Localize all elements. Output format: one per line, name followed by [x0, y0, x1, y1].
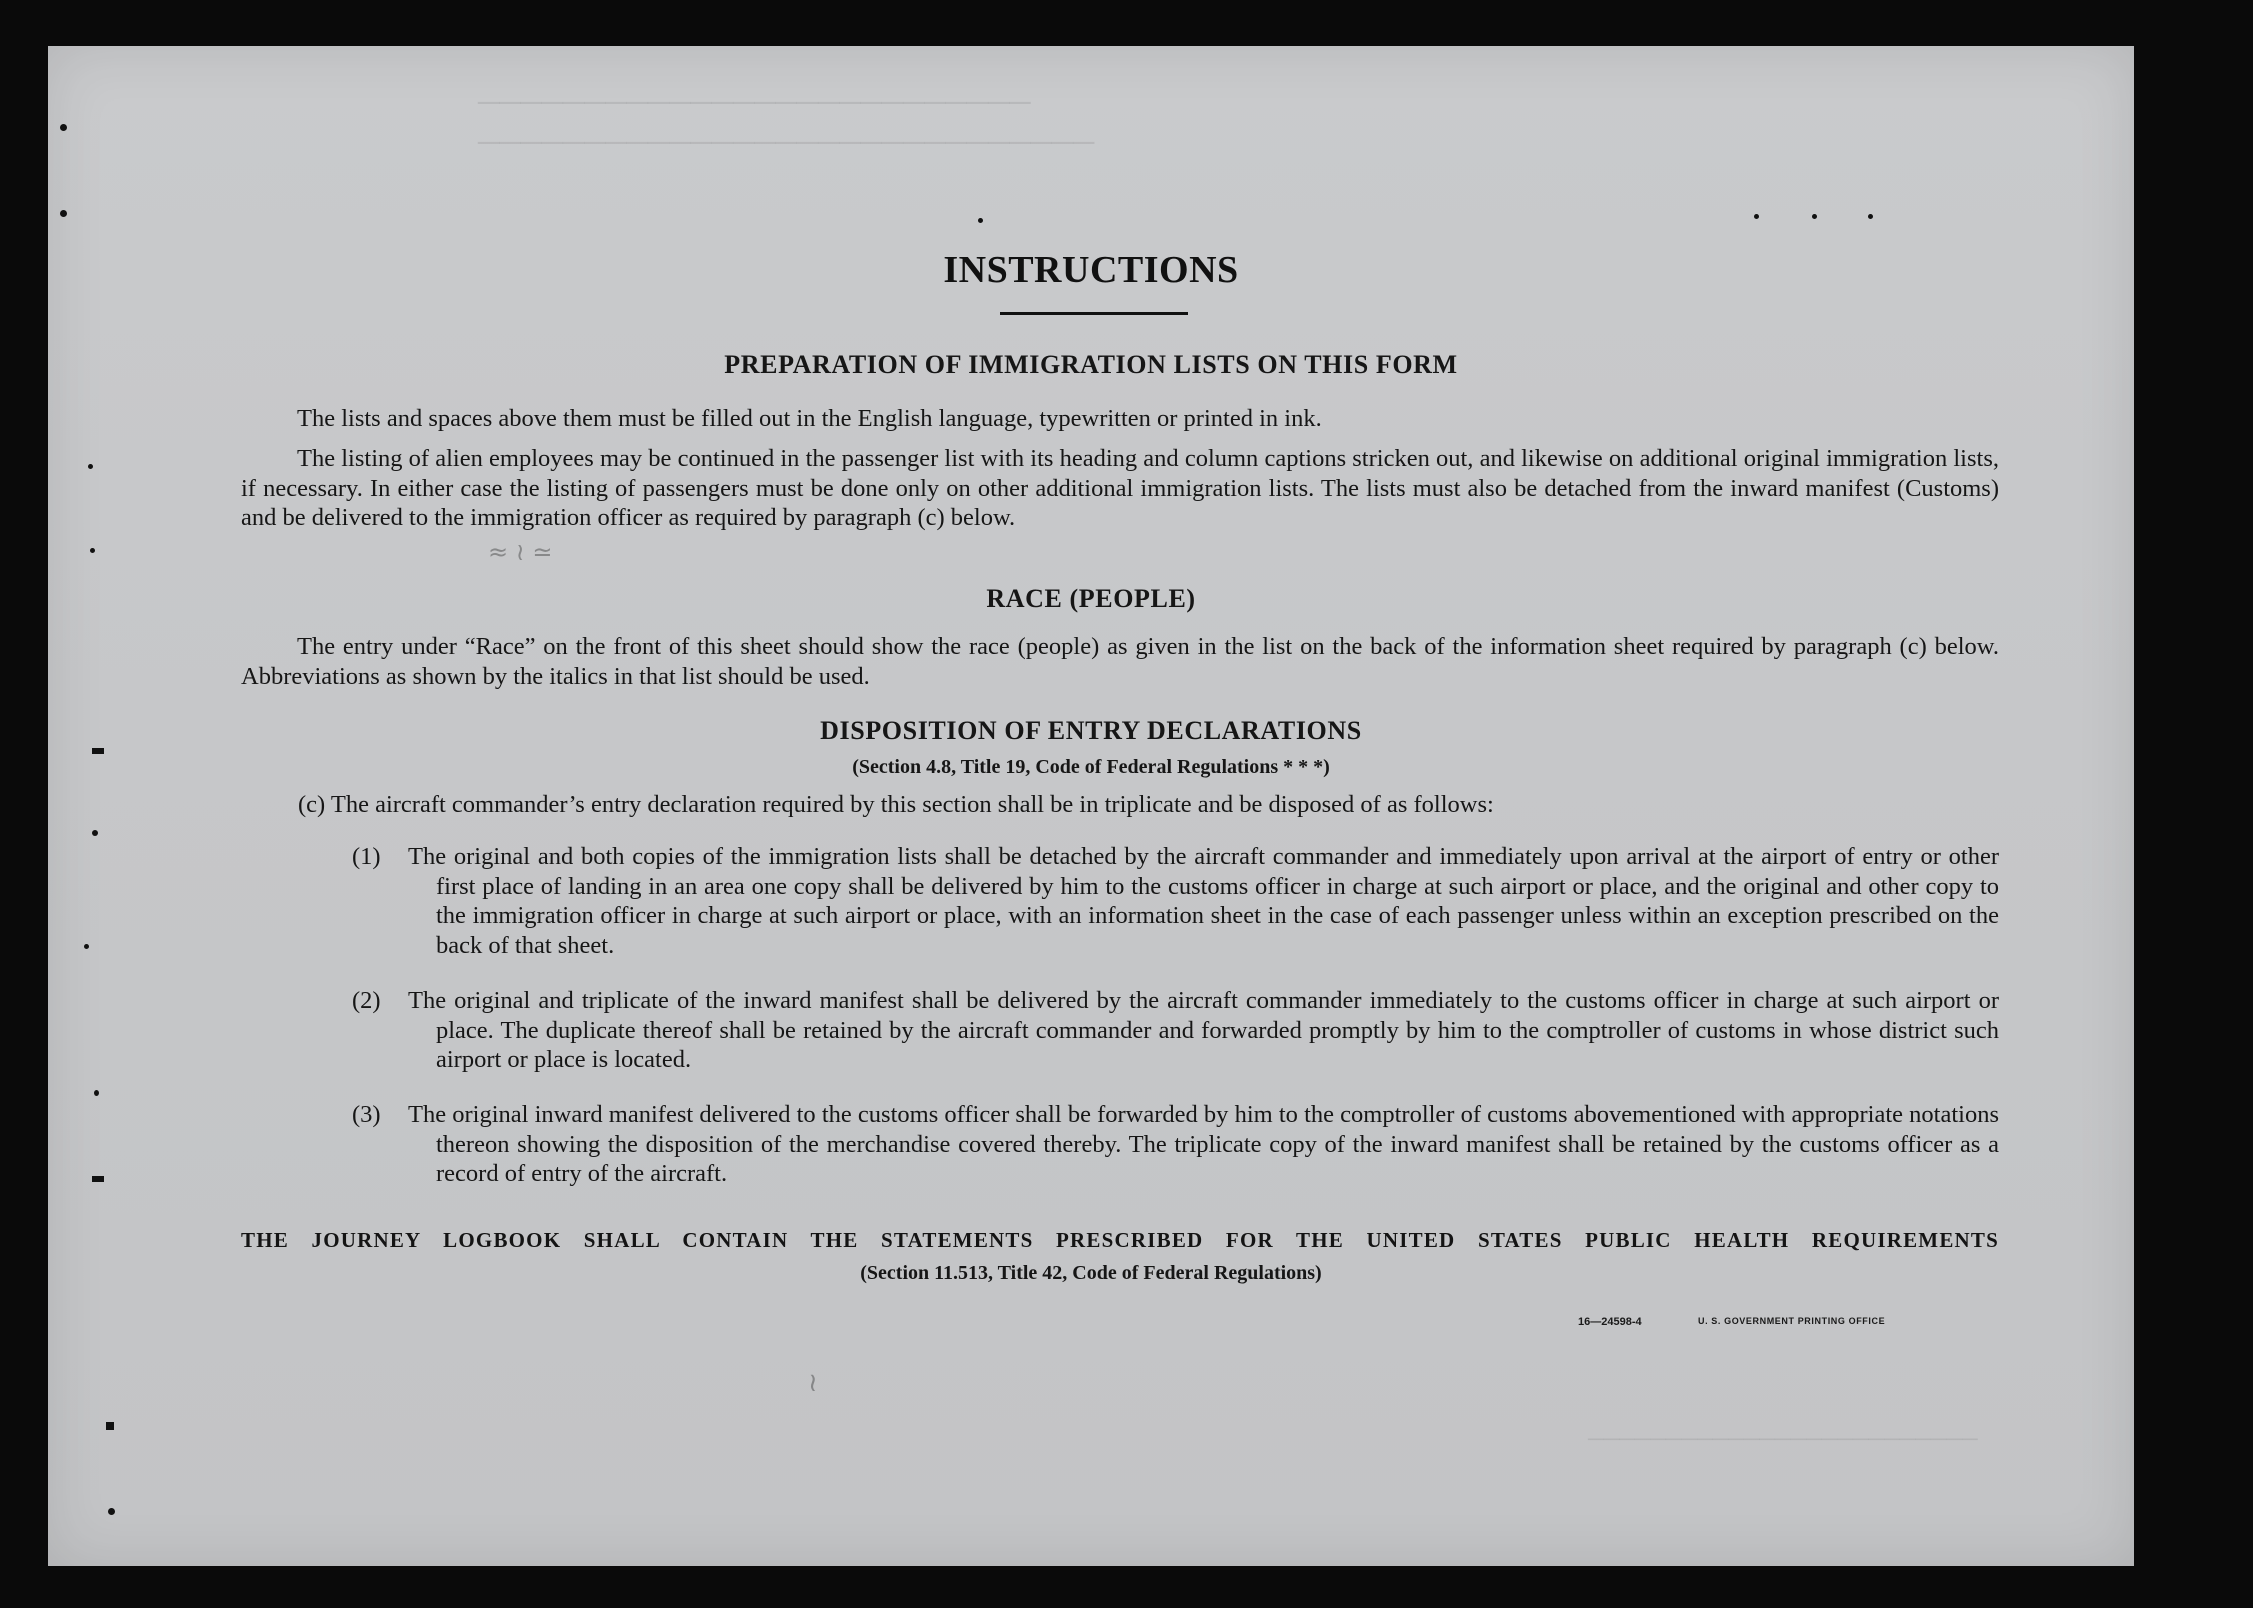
- edge-mark: [1812, 214, 1817, 219]
- paragraph-preparation-2: The listing of alien employees may be continued in the passenger list with its heading and column captions stricken out, and likewise on additional original immigration lists, if necessary. In either case the listing of passengers must be done only on other additional immigration lists. The lists must also be detached from the inward manifest (Customs) and be delivered to the immigration officer as required by paragraph (c) below.: [241, 445, 1999, 531]
- edge-mark: [1754, 214, 1759, 219]
- edge-mark: [94, 1090, 99, 1096]
- list-item-number: (2): [352, 987, 381, 1014]
- list-item-text: The original and triplicate of the inward manifest shall be delivered by the aircraft commander immediately to the customs officer in charge at such airport or place. The duplicate thereof shall be retained by the aircraft commander and forwarded promptly by him to the comptroller of customs in whose district such airport or place is located.: [408, 987, 1999, 1073]
- printer-imprint: U. S. GOVERNMENT PRINTING OFFICE: [1698, 1316, 1886, 1326]
- section-heading-disposition: DISPOSITION OF ENTRY DECLARATIONS: [820, 716, 1362, 745]
- edge-mark: [106, 1422, 114, 1430]
- list-item-number: (3): [352, 1101, 381, 1128]
- edge-mark: [84, 944, 89, 949]
- section-heading-preparation: PREPARATION OF IMMIGRATION LISTS ON THIS FORM: [724, 350, 1458, 379]
- edge-mark: [60, 210, 67, 217]
- edge-mark: [108, 1508, 115, 1515]
- edge-mark: [92, 1176, 104, 1182]
- pencil-mark: ≀: [808, 1368, 818, 1398]
- bleed-through-texture: ──────────────────────────: [478, 86, 1031, 119]
- list-item-number: (1): [352, 843, 381, 870]
- pencil-mark: ≈ ≀ ≃: [488, 538, 553, 566]
- bleed-through-texture: ─────────────────────────: [1588, 1426, 1978, 1451]
- paragraph-disposition-intro: (c) The aircraft commander’s entry declaration required by this section shall be in triplicate and be disposed of as follows:: [298, 791, 1494, 818]
- edge-mark: [60, 124, 67, 131]
- list-item: [353, 1100, 1999, 1189]
- paragraph-preparation-1: The lists and spaces above them must be filled out in the English language, typewritten or printed in ink.: [297, 405, 1322, 432]
- title-underline: [1000, 312, 1188, 315]
- edge-mark: [90, 548, 95, 553]
- list-item: [353, 842, 1999, 960]
- list-item-text: The original and both copies of the immigration lists shall be detached by the aircraft commander and immediately upon arrival at the airport of entry or other first place of landing in an area one copy shall be delivered by him to the customs officer in charge at such airport or place, and the original and other copy to the immigration officer in charge at such airport or place, with an information sheet in the case of each passenger unless within an exception prescribed on the back of that sheet.: [408, 843, 1999, 959]
- list-item: [353, 986, 1999, 1075]
- edge-mark: [1868, 214, 1873, 219]
- edge-mark: [92, 748, 104, 754]
- bleed-through-texture: ─────────────────────────────: [478, 126, 1095, 159]
- paragraph-race: The entry under “Race” on the front of this sheet should show the race (people) as given in the list on the back of the information sheet required by paragraph (c) below. Abbreviations as shown by the italics in that list should be used.: [241, 633, 1999, 690]
- list-item-text: The original inward manifest delivered to the customs officer shall be forwarded by him to the comptroller of customs abovementioned with appropriate notations thereon showing the disposition of the merchandise covered thereby. The triplicate copy of the inward manifest shall be retained by the customs officer as a record of entry of the aircraft.: [408, 1101, 1999, 1187]
- edge-mark: [978, 218, 983, 223]
- edge-mark: [92, 830, 98, 836]
- section-subheading-disposition: (Section 4.8, Title 19, Code of Federal Regulations * * *): [852, 756, 1330, 778]
- section-heading-race: RACE (PEOPLE): [986, 584, 1196, 613]
- footer-citation: (Section 11.513, Title 42, Code of Federal Regulations): [860, 1262, 1322, 1284]
- footer-statement: THE JOURNEY LOGBOOK SHALL CONTAIN THE STATEMENTS PRESCRIBED FOR THE UNITED STATES PUBLIC HEALTH REQUIREMENTS: [241, 1228, 1999, 1252]
- page-title: INSTRUCTIONS: [943, 249, 1239, 291]
- form-sheet: [48, 46, 2134, 1566]
- edge-mark: [88, 464, 93, 469]
- form-number: 16—24598-4: [1578, 1316, 1642, 1328]
